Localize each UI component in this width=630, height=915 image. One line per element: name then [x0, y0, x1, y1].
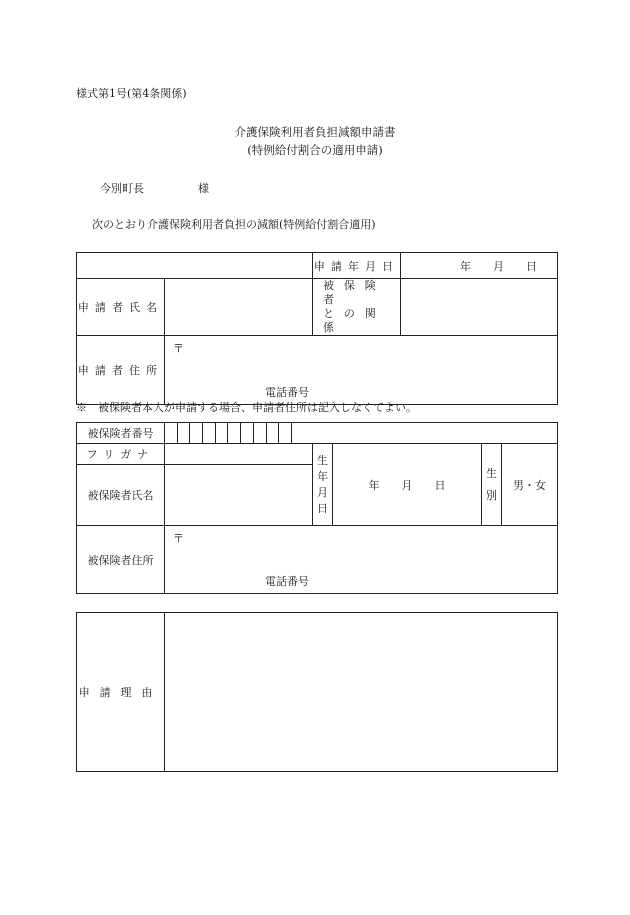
digit-box[interactable] [203, 423, 216, 443]
blank-cell [77, 253, 313, 279]
postal-mark: 〒 [173, 342, 184, 355]
digit-box[interactable] [228, 423, 241, 443]
relation-label-line1: 被保険者 [323, 279, 386, 306]
applicant-name-label: 申請者氏名 [77, 279, 165, 336]
birth-label [313, 444, 333, 526]
insured-name-field[interactable] [165, 465, 313, 526]
reason-table [76, 612, 558, 772]
relation-field[interactable] [401, 279, 558, 336]
birth-label-char: 生 [317, 453, 328, 467]
birth-label-char: 日 [317, 501, 328, 515]
sex-label [482, 444, 502, 526]
form-number: 様式第1号(第4条関係) [76, 87, 187, 100]
insured-number-field[interactable] [165, 423, 558, 444]
insured-address-label: 被保険者住所 [77, 526, 165, 594]
relation-label [313, 279, 401, 336]
reason-field[interactable] [165, 613, 558, 772]
insured-address-field[interactable] [165, 526, 558, 594]
digit-box[interactable] [165, 423, 178, 443]
digit-box[interactable] [254, 423, 267, 443]
form-subtitle: (特例給付割合の適用申請) [247, 143, 383, 157]
phone-label: 電話番号 [265, 386, 309, 399]
sex-field[interactable]: 男・女 [502, 444, 558, 526]
sex-label-char: 生 [486, 466, 497, 480]
relation-label-line2: との関係 [323, 307, 386, 334]
birth-label-char: 月 [317, 485, 328, 499]
applicant-address-label: 申請者住所 [77, 336, 165, 405]
insured-name-label: 被保険者氏名 [77, 465, 165, 526]
furigana-label: フリガナ [77, 444, 165, 465]
furigana-field[interactable] [165, 444, 313, 465]
insured-number-label: 被保険者番号 [77, 423, 165, 444]
postal-mark: 〒 [173, 532, 184, 545]
sex-label-char: 別 [486, 488, 497, 502]
digit-box[interactable] [178, 423, 191, 443]
note-text: ※ 被保険者本人が申請する場合、申請者住所は記入しなくてよい。 [76, 401, 417, 414]
form-title: 介護保険利用者負担減額申請書 [234, 125, 396, 139]
birth-label-char: 年 [317, 469, 328, 483]
digit-box[interactable] [267, 423, 280, 443]
birth-date-field[interactable]: 年 月 日 [333, 444, 482, 526]
digit-box[interactable] [241, 423, 254, 443]
digit-box[interactable] [216, 423, 229, 443]
digit-box[interactable] [190, 423, 203, 443]
phone-label: 電話番号 [265, 575, 309, 588]
honorific: 様 [198, 182, 209, 195]
applicant-address-field[interactable] [165, 336, 558, 405]
reason-label: 申請理由 [77, 613, 165, 772]
application-date-label: 申請年月日 [313, 253, 401, 279]
insured-table [76, 422, 558, 594]
application-date-field[interactable]: 年 月 日 [401, 253, 558, 279]
applicant-name-field[interactable] [165, 279, 313, 336]
applicant-table [76, 252, 558, 405]
intro-text: 次のとおり介護保険利用者負担の減額(特例給付割合適用) [92, 218, 376, 231]
insured-number-digit-boxes[interactable] [165, 423, 557, 443]
digit-box[interactable] [279, 423, 292, 443]
addressee: 今別町長 [100, 182, 144, 195]
